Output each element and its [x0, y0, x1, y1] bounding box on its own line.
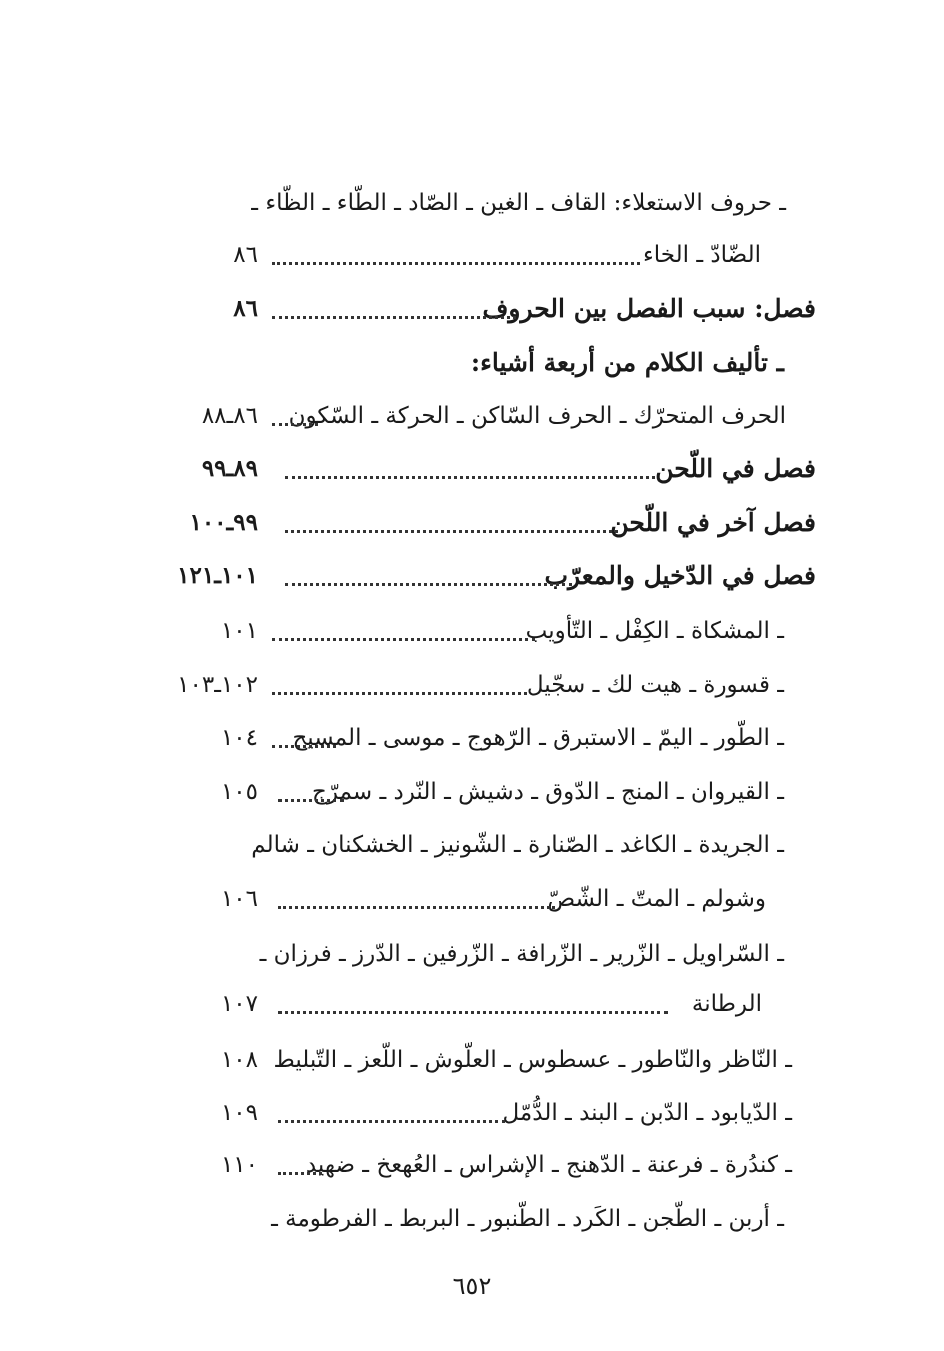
- toc-entry-page: ١٠٧: [220, 991, 258, 1017]
- toc-entry: [0, 449, 944, 489]
- toc-entry: [0, 825, 944, 865]
- toc-entry-title: ـ كندُرة ـ فرعنة ـ الدّهنج ـ الإشراس ـ العُهعخ ـ ضهيد: [305, 1152, 792, 1178]
- dot-leader: [285, 476, 655, 479]
- dot-leader: [272, 745, 336, 748]
- toc-entry-page: ٨٦ـ٨٨: [201, 403, 258, 429]
- toc-entry-title: الحرف المتحرّك ـ الحرف السّاكن ـ الحركة ـ السّكون: [288, 403, 786, 429]
- toc-entry-page: ١٠٤: [220, 725, 258, 751]
- toc-entry-title: ـ الدّيابود ـ الدّبن ـ البند ـ الدُّمّل: [502, 1100, 792, 1126]
- toc-entry-title: ـ الطّور ـ اليمّ ـ الاستبرق ـ الرّهوج ـ موسى ـ المسيح: [292, 725, 784, 751]
- dot-leader: [272, 638, 535, 641]
- toc-entry: [0, 1040, 944, 1080]
- toc-entry-title: فصل في اللّحن: [655, 454, 816, 483]
- dot-leader: [272, 692, 527, 695]
- toc-entry-title: ـ حروف الاستعلاء: القاف ـ الغين ـ الصّاد ـ الطّاء ـ الظّاء ـ: [251, 190, 786, 216]
- toc-entry-title: ـ السّراويل ـ الزّرير ـ الزّرافة ـ الزّرفين ـ الدّرز ـ فرزان ـ: [259, 941, 784, 967]
- toc-entry-title: ـ أربن ـ الطّجن ـ الكَرد ـ الطّنبور ـ البربط ـ الفرطومة ـ: [271, 1206, 784, 1232]
- toc-entry: [0, 772, 944, 812]
- toc-entry: [0, 556, 944, 596]
- dot-leader: [285, 583, 572, 586]
- toc-entry: [0, 1145, 944, 1185]
- toc-entry: [0, 934, 944, 974]
- toc-entry: [0, 718, 944, 758]
- toc-entry-page: ١٠١ـ١٢١: [177, 562, 258, 589]
- dot-leader: [278, 799, 344, 802]
- dot-leader: [272, 316, 516, 319]
- toc-entry-title: فصل في الدّخيل والمعرّب: [544, 561, 816, 590]
- dot-leader: [272, 423, 318, 426]
- toc-entry-page: ٨٦: [233, 242, 258, 268]
- toc-entry-title: وشولم ـ المتّ ـ الشّصّ: [547, 886, 766, 912]
- toc-entry-title: الرطانة: [691, 991, 762, 1017]
- dot-leader: [278, 1172, 322, 1175]
- toc-entry-page: ٩٩ـ١٠٠: [189, 509, 258, 536]
- toc-entry: [0, 611, 944, 651]
- toc-entry: [0, 879, 944, 919]
- toc-entry-title: فصل آخر في اللّحن: [610, 508, 816, 537]
- dot-leader: [278, 1011, 668, 1014]
- toc-entry: [0, 343, 944, 383]
- toc-entry-title: الضّادّ ـ الخاء: [642, 242, 761, 268]
- toc-entry: [0, 503, 944, 543]
- toc-entry-title: ـ قسورة ـ هيت لك ـ سجّيل: [526, 672, 784, 698]
- toc-entry-title: ـ المشكاة ـ الكِفْل ـ التّأويب: [525, 618, 784, 644]
- toc-entry: [0, 396, 944, 436]
- toc-entry: [0, 665, 944, 705]
- toc-entry: [0, 1199, 944, 1239]
- dot-leader: [272, 262, 640, 265]
- toc-entry-page: ١٠٨: [220, 1047, 258, 1073]
- toc-entry-title: ـ تأليف الكلام من أربعة أشياء:: [470, 348, 784, 377]
- toc-entry-page: ١٠٦: [220, 886, 258, 912]
- toc-entry: [0, 183, 944, 223]
- toc-entry: [0, 984, 944, 1024]
- toc-entry-title: ـ الجريدة ـ الكاغد ـ الصّنارة ـ الشّونيز ـ الخشكنان ـ شالم: [251, 832, 784, 858]
- toc-entry: [0, 1093, 944, 1133]
- toc-entry: [0, 235, 944, 275]
- toc-entry-page: ٨٦: [233, 295, 258, 322]
- toc-entry-page: ١٠١: [220, 618, 258, 644]
- page-number: ٦٥٢: [452, 1272, 492, 1300]
- toc-entry-page: ٨٩ـ٩٩: [201, 455, 258, 482]
- toc-entry-page: ١٠٥: [220, 779, 258, 805]
- dot-leader: [285, 530, 618, 533]
- toc-entry-page: ١٠٩: [220, 1100, 258, 1126]
- toc-entry: [0, 289, 944, 329]
- dot-leader: [278, 906, 555, 909]
- toc-entry-title: فصل: سبب الفصل بين الحروف: [482, 294, 816, 323]
- toc-entry-page: ١١٠: [220, 1152, 258, 1178]
- toc-entry-title: ـ القيروان ـ المنج ـ الدّوق ـ دشيش ـ النّرد ـ سمرّج: [312, 779, 784, 805]
- toc-entry-title: ـ النّاظر والنّاطور ـ عسطوس ـ العلّوش ـ اللّعز ـ التّبليط: [273, 1047, 792, 1073]
- dot-leader: [278, 1120, 505, 1123]
- toc-entry-page: ١٠٢ـ١٠٣: [177, 672, 258, 698]
